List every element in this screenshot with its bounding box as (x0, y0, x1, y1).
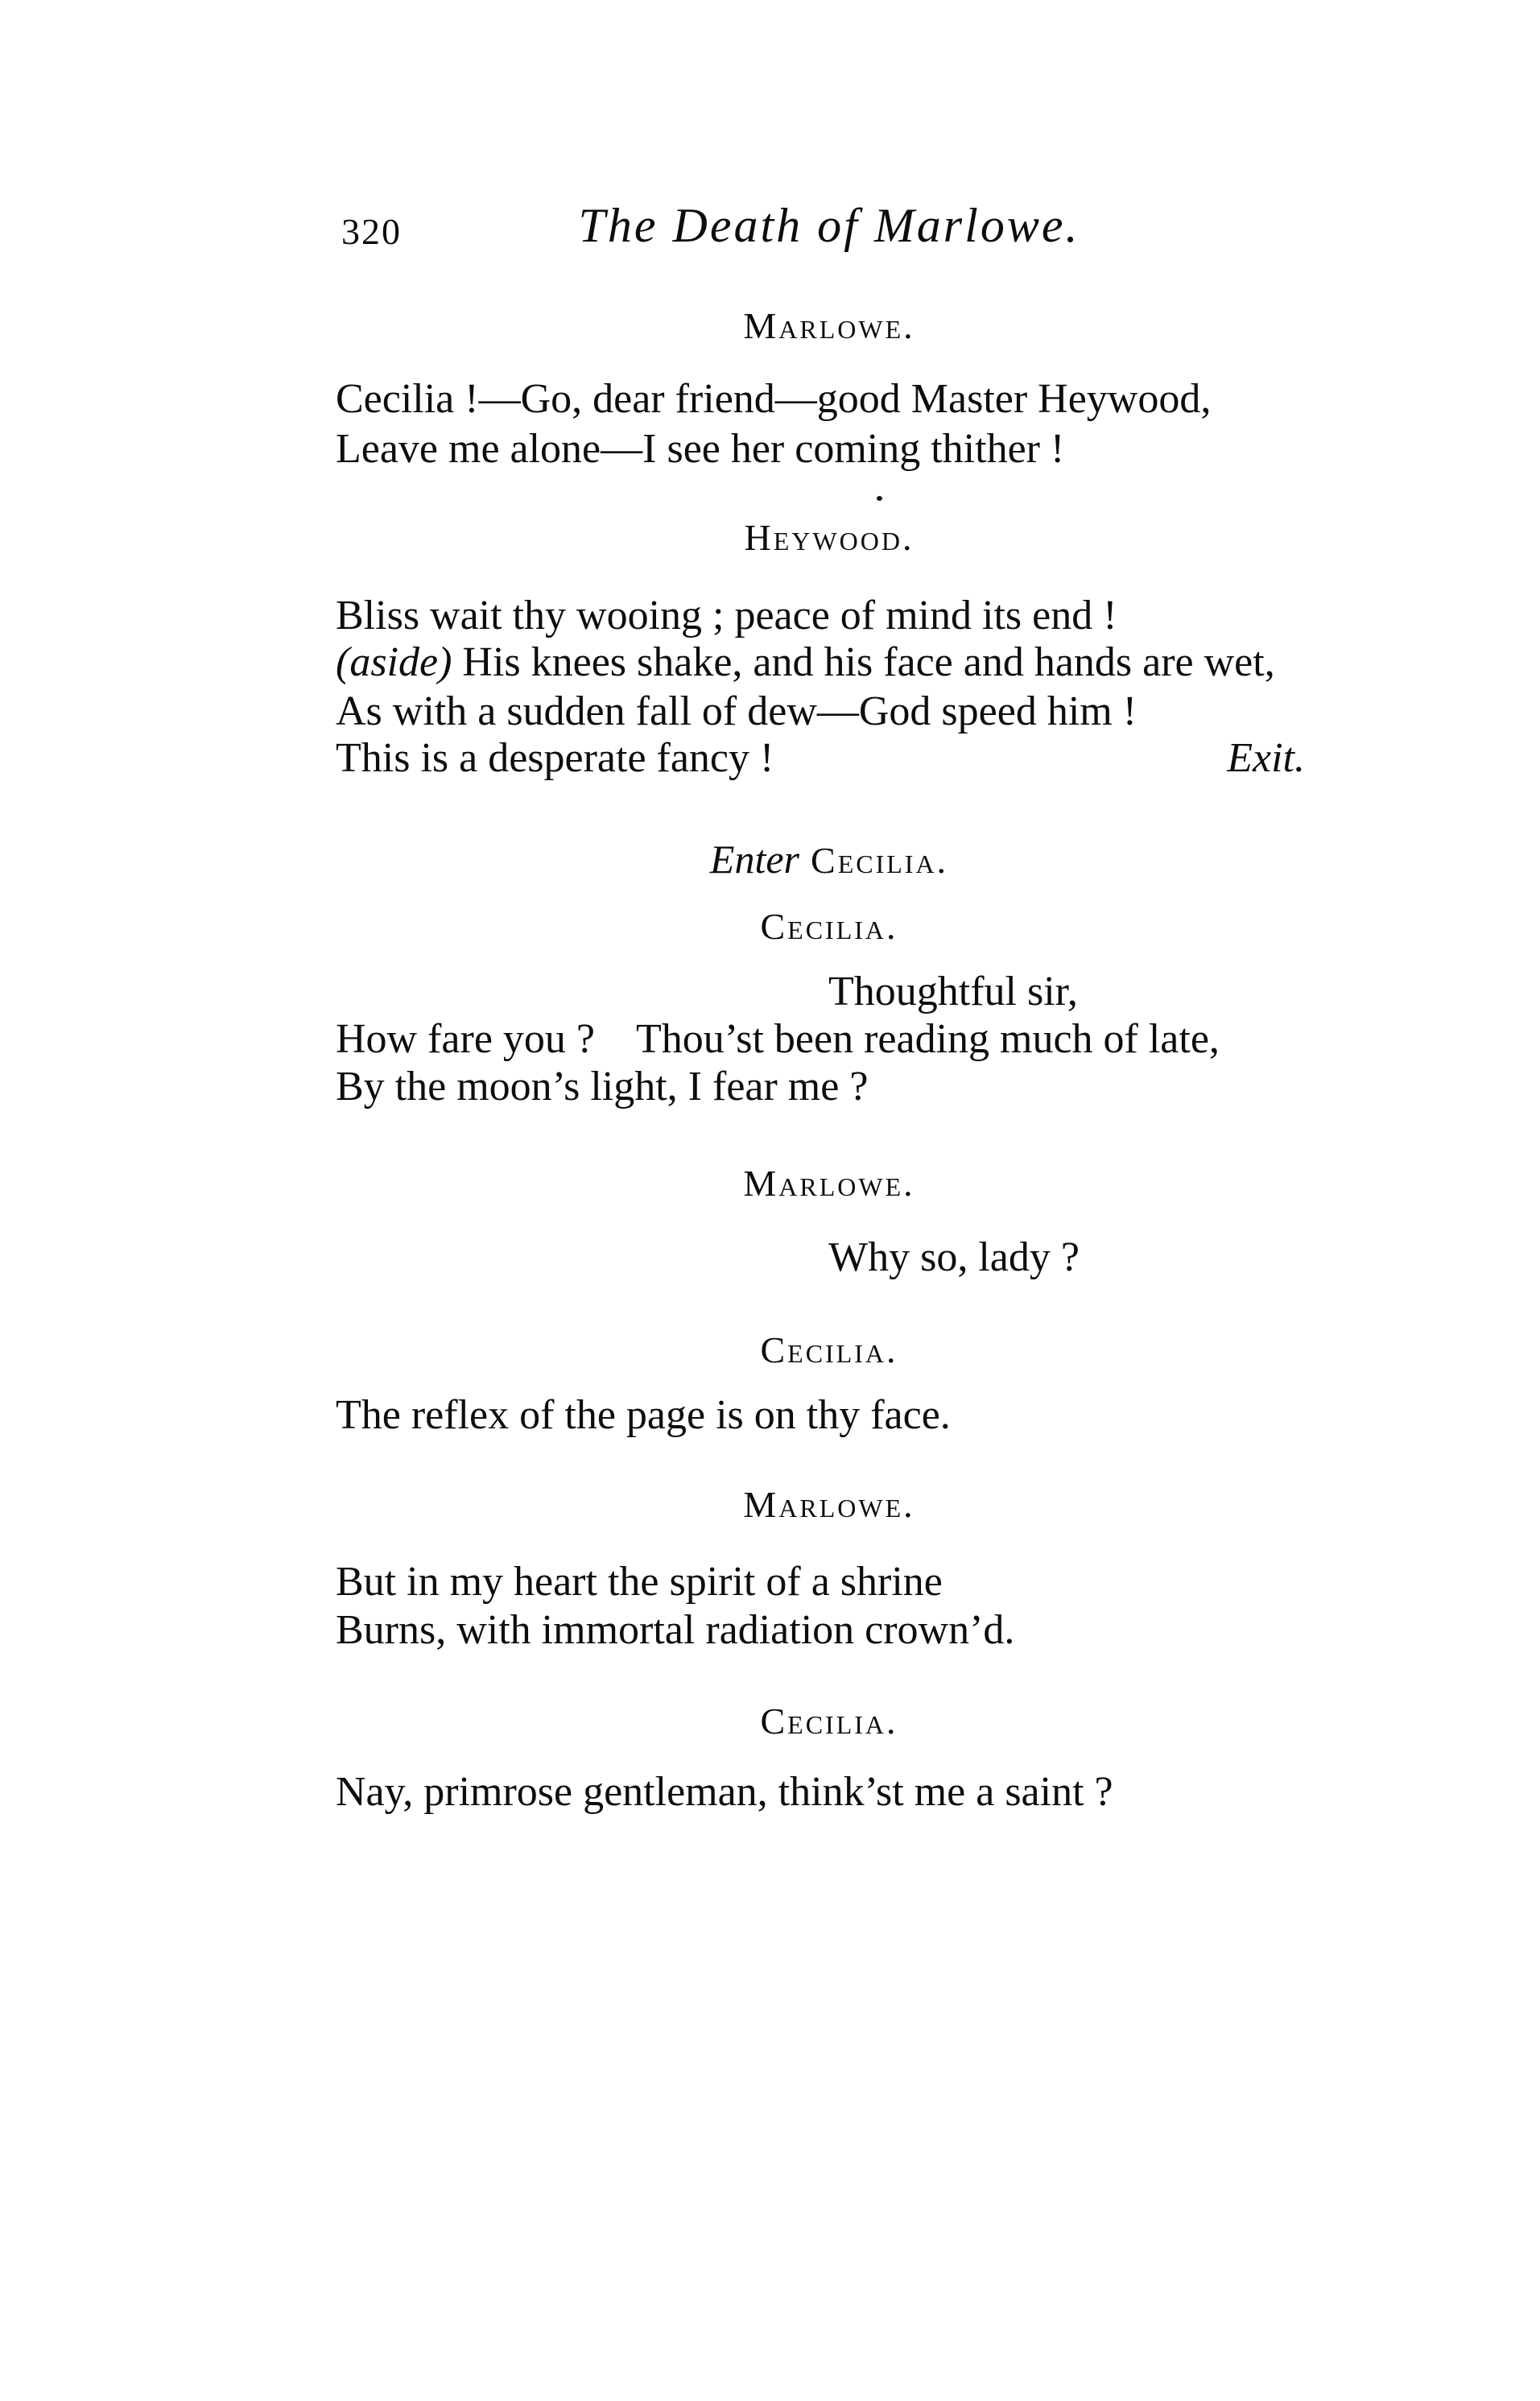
speaker-heading-cecilia: Cecilia. (760, 906, 898, 947)
verse-line: Why so, lady ? (828, 1234, 1080, 1280)
enter-word: Enter (709, 837, 800, 882)
verse-line: The reflex of the page is on thy face. (336, 1392, 951, 1438)
verse-line: How fare you ? Thou’st been reading much of late, (336, 1016, 1220, 1062)
verse-line: Bliss wait thy wooing ; peace of mind its end ! (336, 593, 1117, 638)
verse-line: But in my heart the spirit of a shrine (336, 1559, 943, 1605)
speaker-heading-marlowe: Marlowe. (743, 1484, 915, 1525)
speaker-heading-cecilia: Cecilia. (760, 1701, 898, 1742)
verse-line: Burns, with immortal radiation crown’d. (336, 1607, 1015, 1653)
verse-line-text: This is a desperate fancy ! (336, 735, 774, 781)
running-title: The Death of Marlowe. (578, 199, 1080, 252)
verse-line: Leave me alone—I see her coming thither ! (336, 426, 1065, 472)
speaker-heading-marlowe: Marlowe. (743, 305, 915, 346)
verse-line-text: His knees shake, and his face and hands are wet, (452, 639, 1275, 685)
speaker-heading-marlowe: Marlowe. (743, 1163, 915, 1204)
speaker-heading-heywood: Heywood. (744, 517, 915, 558)
page-number: 320 (341, 211, 402, 252)
speaker-heading-cecilia: Cecilia. (760, 1329, 898, 1370)
verse-line: Nay, primrose gentleman, think’st me a saint ? (336, 1769, 1113, 1815)
verse-line: As with a sudden fall of dew—God speed him ! (336, 688, 1137, 734)
enter-stage-direction (336, 837, 1323, 882)
verse-line: Thoughtful sir, (828, 969, 1078, 1015)
verse-line (336, 639, 1323, 685)
verse-line-with-exit (336, 735, 1323, 781)
enter-character-name: Cecilia. (811, 840, 949, 881)
exit-stage-direction: Exit. (1227, 735, 1305, 781)
aside-marker: (aside) (336, 639, 452, 685)
verse-line: Cecilia !—Go, dear friend—good Master Heywood, (336, 376, 1212, 422)
ink-speckle (877, 496, 882, 501)
verse-line: By the moon’s light, I fear me ? (336, 1064, 869, 1110)
